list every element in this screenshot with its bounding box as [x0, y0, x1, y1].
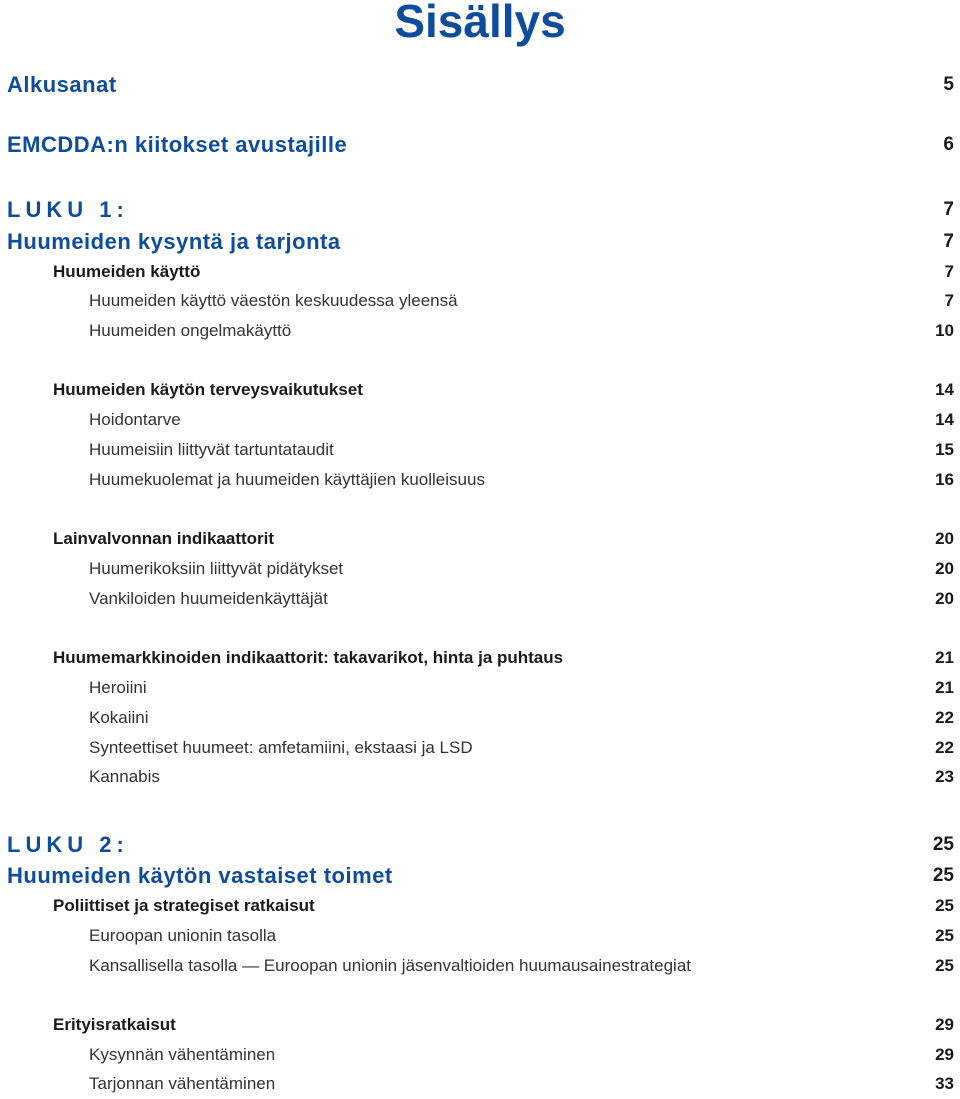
toc-page-number: 16 [935, 470, 954, 489]
toc-page-number: 6 [943, 134, 954, 155]
toc-entry-label: Kokaiini [89, 708, 149, 727]
toc-entry-label: Kysynnän vähentäminen [89, 1045, 276, 1064]
toc-entry-kiitokset[interactable] [0, 130, 960, 160]
toc-entry-label: Tarjonnan vähentäminen [89, 1074, 276, 1093]
toc-entry[interactable] [0, 405, 960, 435]
toc-chapter-2-title[interactable] [0, 861, 960, 891]
toc-page-number: 29 [935, 1015, 954, 1034]
toc-page-number: 23 [935, 767, 954, 786]
toc-entry[interactable] [0, 673, 960, 703]
toc-entry[interactable] [0, 703, 960, 733]
toc-entry[interactable] [0, 1040, 960, 1070]
toc-page-number: 25 [935, 926, 954, 945]
toc-entry-label: Lainvalvonnan indikaattorit [53, 529, 275, 548]
toc-page-number: 25 [935, 896, 954, 915]
toc-page-number: 20 [935, 559, 954, 578]
toc-entry-label: Synteettiset huumeet: amfetamiini, ekstaasi ja LSD [89, 738, 473, 757]
toc-entry-label: Huumeiden kysyntä ja tarjonta [7, 229, 341, 254]
toc-entry[interactable] [0, 257, 960, 287]
toc-entry-label: Euroopan unionin tasolla [89, 926, 277, 945]
toc-entry-label: Huumeiden käytön vastaiset toimet [7, 863, 393, 888]
toc-page-number: 22 [935, 738, 954, 757]
toc-entry[interactable] [0, 1069, 960, 1099]
toc-entry-alkusanat[interactable] [0, 70, 960, 100]
toc-entry-label: EMCDDA:n kiitokset avustajille [7, 132, 348, 157]
toc-page-number: 21 [935, 678, 954, 697]
toc-entry[interactable] [0, 951, 960, 981]
toc-entry-label: Heroiini [89, 678, 147, 697]
toc-entry-label: Kannabis [89, 767, 160, 786]
toc-entry[interactable] [0, 733, 960, 763]
toc-page-number: 33 [935, 1074, 954, 1093]
toc-entry-label: Huumeiden käytön terveysvaikutukset [53, 380, 363, 399]
toc-entry-label: Huumeiden käyttö väestön keskuudessa yleensä [89, 291, 458, 310]
toc-chapter-1[interactable] [0, 195, 960, 225]
toc-entry-label: LUKU 2: [7, 832, 129, 857]
toc-page-number: 22 [935, 708, 954, 727]
toc-page-number: 29 [935, 1045, 954, 1064]
toc-entry-label: Vankiloiden huumeidenkäyttäjät [89, 589, 328, 608]
toc-entry-label: Erityisratkaisut [53, 1015, 176, 1034]
toc-entry-label: Huumeiden ongelmakäyttö [89, 321, 292, 340]
toc-page-number: 20 [935, 589, 954, 608]
toc-entry-label: Huumemarkkinoiden indikaattorit: takavarikot, hinta ja puhtaus [53, 648, 564, 667]
toc-entry-label: Poliittiset ja strategiset ratkaisut [53, 896, 315, 915]
toc-entry[interactable] [0, 643, 960, 673]
toc-page-number: 14 [935, 410, 954, 429]
toc-page-number: 21 [935, 648, 954, 667]
toc-entry-label: LUKU 1: [7, 197, 129, 222]
toc-chapter-1-title[interactable] [0, 227, 960, 257]
toc-entry[interactable] [0, 465, 960, 495]
toc-page-number: 25 [935, 956, 954, 975]
toc-entry-label: Huumerikoksiin liittyvät pidätykset [89, 559, 344, 578]
toc-entry[interactable] [0, 891, 960, 921]
toc-page-number: 7 [943, 231, 954, 252]
toc-page-number: 7 [944, 262, 954, 281]
toc-entry-label: Huumeiden käyttö [53, 262, 201, 281]
toc-page-number: 15 [935, 440, 954, 459]
toc-entry[interactable] [0, 316, 960, 346]
toc-entry-label: Alkusanat [7, 72, 117, 97]
toc-entry[interactable] [0, 375, 960, 405]
toc-entry[interactable] [0, 1010, 960, 1040]
toc-entry[interactable] [0, 554, 960, 584]
toc-entry[interactable] [0, 524, 960, 554]
toc-page-number: 20 [935, 529, 954, 548]
toc-chapter-2[interactable] [0, 830, 960, 860]
page-title: Sisällys [394, 0, 566, 47]
toc-entry-label: Hoidontarve [89, 410, 181, 429]
toc-page-number: 25 [932, 865, 954, 886]
toc-page-number: 7 [944, 291, 954, 310]
toc-entry[interactable] [0, 435, 960, 465]
toc-entry-label: Huumekuolemat ja huumeiden käyttäjien kuolleisuus [89, 470, 485, 489]
toc-entry[interactable] [0, 584, 960, 614]
toc-page-number: 7 [943, 199, 954, 220]
toc-entry[interactable] [0, 286, 960, 316]
toc-entry-label: Kansallisella tasolla — Euroopan unionin jäsenvaltioiden huumausainestrategiat [89, 956, 691, 975]
toc-page-number: 10 [935, 321, 954, 340]
toc-page-number: 25 [932, 834, 954, 855]
toc-entry[interactable] [0, 762, 960, 792]
toc-page-number: 14 [935, 380, 954, 399]
toc-entry-label: Huumeisiin liittyvät tartuntataudit [89, 440, 334, 459]
toc-entry[interactable] [0, 921, 960, 951]
toc-page-number: 5 [943, 74, 954, 95]
